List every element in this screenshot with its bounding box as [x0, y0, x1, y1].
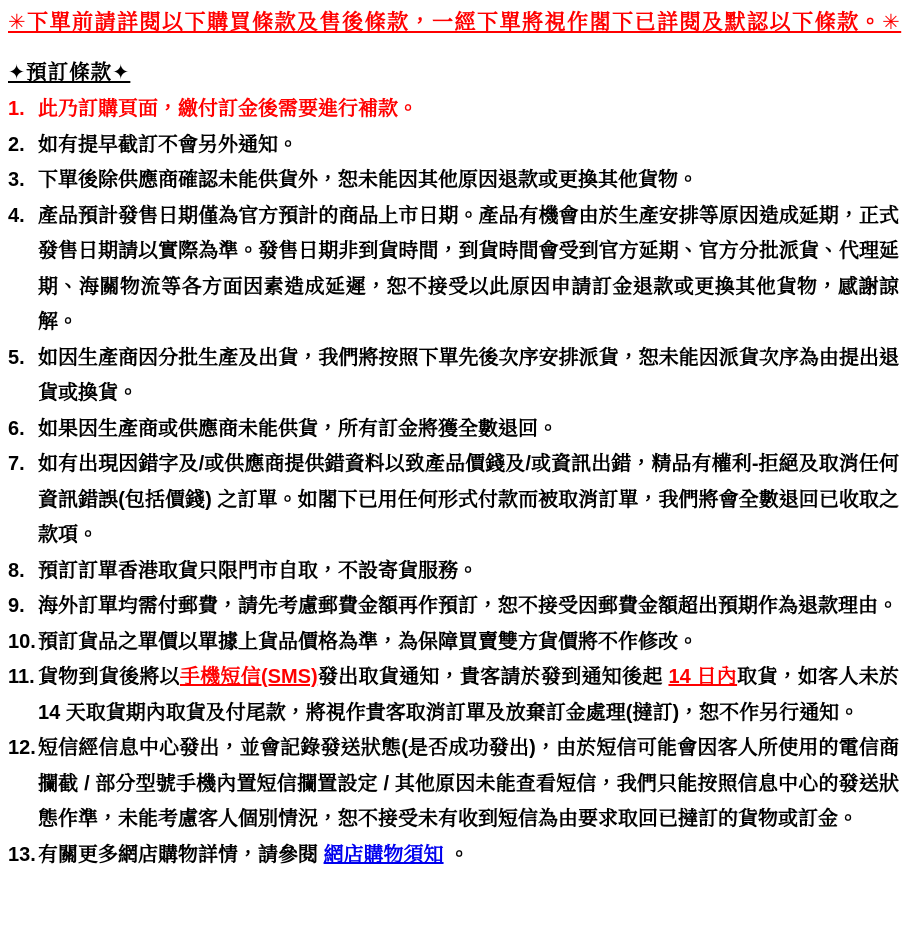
term-run: 預訂訂單香港取貨只限門市自取，不設寄貨服務。	[38, 559, 478, 582]
term-run: 。	[443, 843, 470, 866]
term-text	[38, 412, 899, 448]
term-run: 有關更多網店購物詳情，請參閱	[38, 843, 324, 866]
term-item-10	[8, 625, 899, 661]
term-number: 10.	[8, 630, 36, 653]
term-text	[38, 838, 899, 874]
term-item-1	[8, 92, 899, 128]
term-item-4	[8, 199, 899, 341]
term-number: 4.	[8, 204, 25, 227]
term-item-12	[8, 731, 899, 838]
term-text	[38, 731, 899, 838]
term-run: 此乃訂購頁面，繳付訂金後需要進行補款。	[38, 98, 418, 120]
term-item-9	[8, 589, 899, 625]
term-number: 9.	[8, 595, 25, 617]
term-number: 3.	[8, 169, 25, 191]
term-item-7	[8, 447, 899, 554]
term-run: 如有出現因錯字及/或供應商提供錯資料以致產品價錢及/或資訊出錯，精品有權利-拒絕及取消任何資訊錯誤(包括價錢) 之訂單。如閣下已用任何形式付款而被取消訂單，我們將會全數退回已收取之款項。	[38, 453, 899, 546]
term-text	[38, 589, 899, 625]
term-text	[38, 660, 899, 731]
term-run: 如因生產商因分批生產及出貨，我們將按照下單先後次序安排派貨，恕未能因派貨次序為由提出退貨或換貨。	[38, 346, 899, 404]
term-text	[38, 554, 899, 590]
term-run: 手機短信(SMS)	[179, 666, 318, 688]
term-run: 短信經信息中心發出，並會記錄發送狀態(是否成功發出)，由於短信可能會因客人所使用的電信商攔截 / 部分型號手機內置短信攔置設定 / 其他原因未能查看短信，我們只能按照信息中心的發送狀態作準，未能考慮客人個別情況，恕不接受未有收到短信為由要求取回已撻訂的貨物或訂金。	[38, 737, 899, 830]
term-number: 2.	[8, 133, 25, 156]
term-number: 12.	[8, 737, 36, 759]
term-number: 1.	[8, 98, 25, 120]
term-text	[38, 341, 899, 412]
term-item-6	[8, 412, 899, 448]
term-number: 8.	[8, 559, 25, 582]
term-run: 如果因生產商或供應商未能供貨，所有訂金將獲全數退回。	[38, 417, 558, 440]
term-item-11	[8, 660, 899, 731]
term-number: 11.	[8, 666, 35, 688]
term-run: 海外訂單均需付郵費，請先考慮郵費金額再作預訂，恕不接受因郵費金額超出預期作為退款理由。	[38, 595, 898, 617]
terms-list	[8, 92, 899, 873]
term-item-2	[8, 128, 899, 164]
term-run: 產品預計發售日期僅為官方預計的商品上市日期。產品有機會由於生產安排等原因造成延期，正式發售日期請以實際為準。發售日期非到貨時間，到貨時間會受到官方延期、官方分批派貨、代理延期、海關物流等各方面因素造成延遲，恕不接受以此原因申請訂金退款或更換其他貨物，感謝諒解。	[38, 204, 899, 333]
term-text	[38, 447, 899, 554]
term-run: 發出取貨通知，貴客請於發到通知後起	[317, 666, 669, 688]
term-text	[38, 128, 899, 164]
term-text	[38, 199, 899, 341]
term-item-13	[8, 838, 899, 874]
term-item-5	[8, 341, 899, 412]
term-run: 取貨，如客人未於 14 天取貨期內取貨及付尾款，將視作貴客取消訂單及放棄訂金處理(撻訂)，恕不作另行通知。	[38, 666, 899, 724]
term-text	[38, 92, 899, 128]
term-run: 貨物到貨後將以	[38, 666, 180, 688]
term-number: 13.	[8, 843, 36, 866]
term-run: 下單後除供應商確認未能供貨外，恕未能因其他原因退款或更換其他貨物。	[38, 169, 698, 191]
term-number: 5.	[8, 346, 25, 369]
term-number: 7.	[8, 453, 25, 475]
preorder-terms-heading: ✦預訂條款✦	[8, 61, 131, 84]
term-run: 預訂貨品之單價以單據上貨品價格為準，為保障買賣雙方貨價將不作修改。	[38, 630, 698, 653]
term-text	[38, 163, 899, 199]
term-item-8	[8, 554, 899, 590]
term-item-3	[8, 163, 899, 199]
purchase-notice-title: ✳下單前請詳閱以下購買條款及售後條款，一經下單將視作閣下已詳閱及默認以下條款。✳	[8, 11, 902, 34]
term-text	[38, 625, 899, 661]
term-run: 如有提早截訂不會另外通知。	[38, 133, 298, 156]
store-shopping-notice-link[interactable]: 網店購物須知	[323, 843, 444, 866]
term-run: 14 日內	[668, 666, 738, 688]
term-number: 6.	[8, 417, 25, 440]
